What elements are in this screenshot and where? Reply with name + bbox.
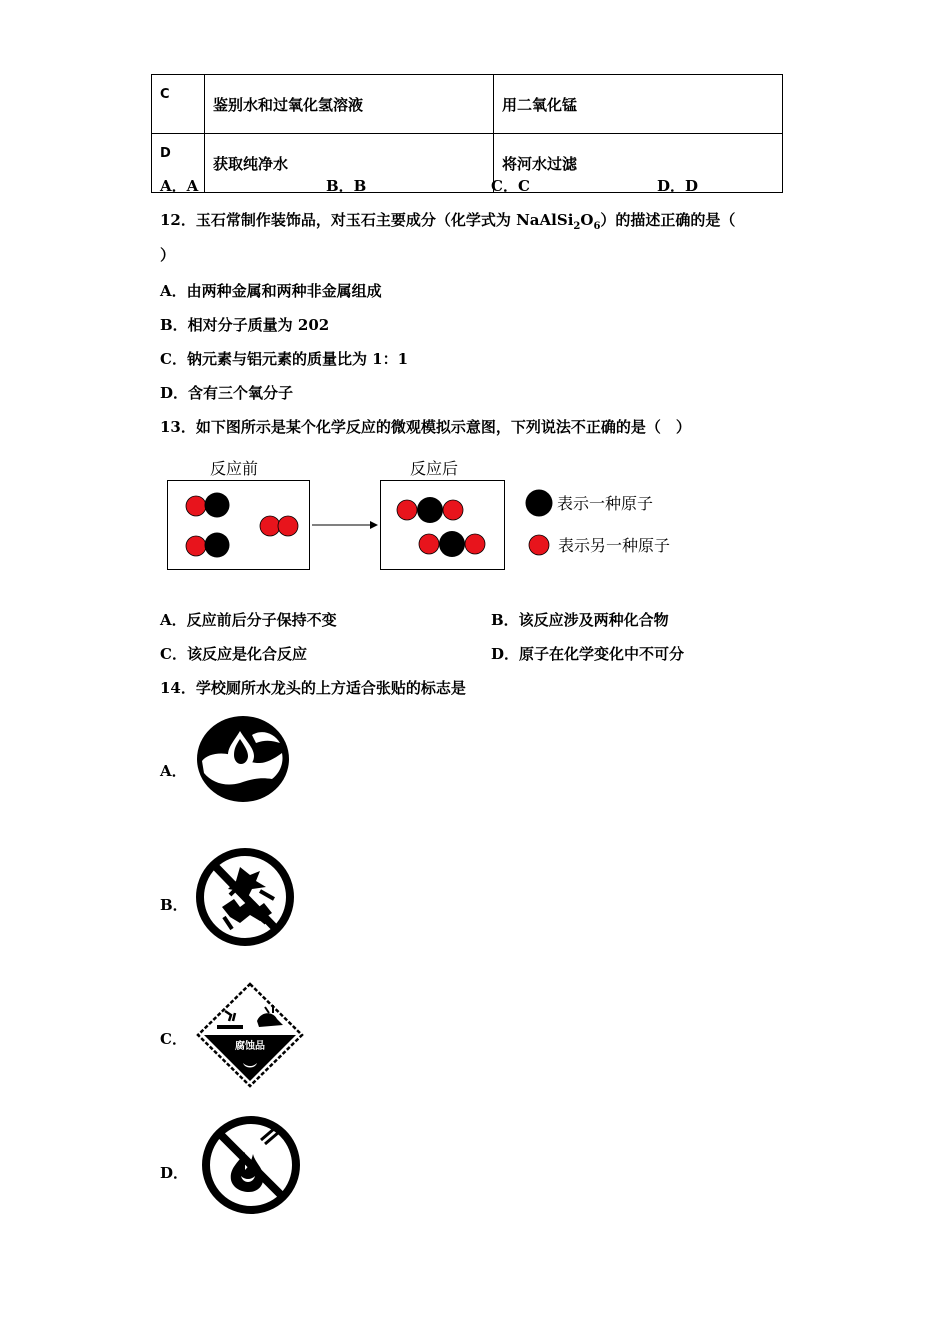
q13-option-b: B．该反应涉及两种化合物: [491, 611, 669, 629]
legend-red-text: 表示另一种原子: [558, 536, 671, 555]
q12-stem: 12．玉石常制作装饰品，对玉石主要成分（化学式为 $NaAlSi_2O_6$）的描述正确的是（: [160, 211, 736, 232]
corrosive-text: 腐蚀品: [235, 1041, 265, 1052]
red-atom: [260, 516, 280, 536]
after-box: [380, 480, 505, 570]
q11-option-a: A．A: [160, 177, 199, 195]
legend-black-text: 表示一种原子: [557, 494, 654, 513]
row-label: C: [152, 75, 205, 134]
black-atom: [205, 533, 230, 558]
black-atom: [439, 531, 465, 557]
q13-option-a: A．反应前后分子保持不变: [160, 611, 337, 629]
q14-stem: 14．学校厕所水龙头的上方适合张贴的标志是: [160, 679, 466, 697]
row-method: 将河水过滤: [494, 134, 783, 193]
q12-option-a: A．由两种金属和两种非金属组成: [160, 282, 382, 300]
row-label: D: [152, 134, 205, 193]
red-atom: [186, 496, 206, 516]
q12-option-b: B．相对分子质量为 202: [160, 316, 330, 334]
legend-red-atom: [527, 533, 551, 557]
corrosive-diamond: [195, 981, 305, 1089]
red-atom: [278, 516, 298, 536]
q11-option-c: C．C: [491, 177, 530, 195]
row-method: 用二氧化锰: [494, 75, 783, 134]
reaction-arrow: [312, 518, 378, 532]
corrosive-icon: [195, 981, 305, 1089]
q14-label-b: B．: [160, 896, 188, 914]
q12-option-c: C．钠元素与铝元素的质量比为 1：1: [160, 350, 409, 368]
before-box: [167, 480, 310, 570]
q11-option-d: D．D: [657, 177, 699, 195]
after-molecules: [381, 481, 504, 569]
q13-option-c: C．该反应是化合反应: [160, 645, 307, 663]
row-purpose: 鉴别水和过氧化氢溶液: [205, 75, 494, 134]
before-label: 反应前: [210, 459, 259, 478]
no-washing-icon: [194, 847, 296, 947]
q14-label-a: A．: [160, 762, 187, 780]
q14-label-d: D．: [160, 1164, 189, 1182]
after-label: 反应后: [410, 459, 459, 478]
row-purpose: 获取纯净水: [205, 134, 494, 193]
red-atom: [186, 536, 206, 556]
q12-option-d: D．含有三个氧分子: [160, 384, 294, 402]
legend-black-atom: [524, 488, 554, 518]
q14-label-c: C．: [160, 1030, 187, 1048]
red-atom: [443, 500, 463, 520]
black-atom: [205, 493, 230, 518]
q12-stem-close: ）: [160, 246, 176, 264]
black-atom: [417, 497, 443, 523]
red-atom: [465, 534, 485, 554]
q13-stem: 13．如下图所示是某个化学反应的微观模拟示意图，下列说法不正确的是（ ）: [160, 418, 691, 436]
red-atom: [419, 534, 439, 554]
water-saving-icon: [194, 713, 292, 805]
red-atom: [397, 500, 417, 520]
table-row: [152, 75, 783, 134]
before-molecules: [168, 481, 309, 569]
no-fire-icon: [199, 1114, 303, 1216]
q11-option-b: B．B: [326, 177, 367, 195]
q13-option-d: D．原子在化学变化中不可分: [491, 645, 685, 663]
